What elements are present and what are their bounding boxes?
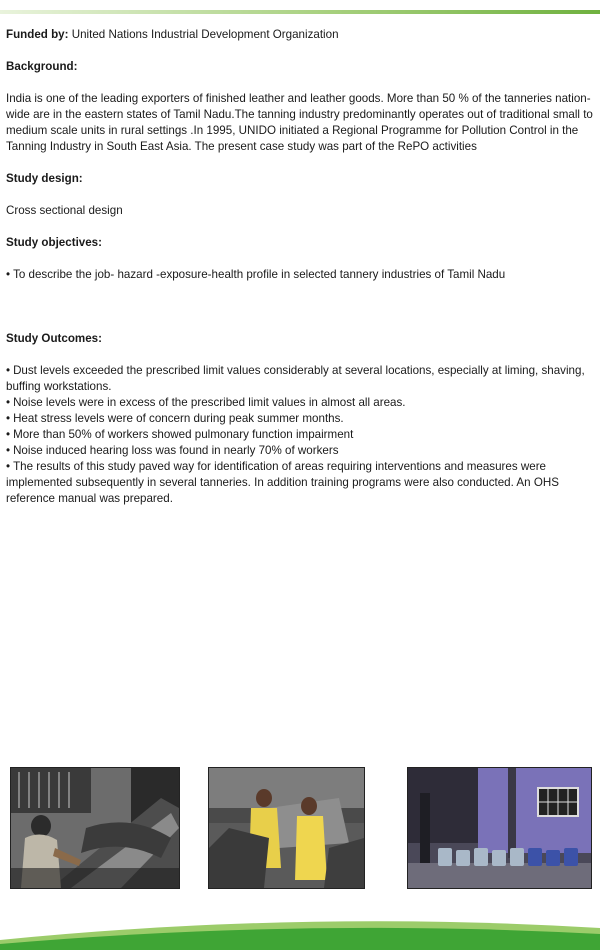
bullet-mark: • — [6, 412, 11, 425]
bullet-mark: • — [6, 428, 11, 441]
bullet-mark: • — [6, 460, 11, 473]
list-item — [6, 459, 594, 507]
outcomes-list — [6, 363, 594, 507]
tannery-workers-image — [209, 768, 364, 888]
study-design-heading: Study design: — [6, 172, 83, 185]
list-item — [6, 443, 594, 459]
funded-by-label: Funded by: — [6, 28, 69, 41]
background-text: India is one of the leading exporters of finished leather and leather goods. More than 50 % of the tanneries nation-wide are in the eastern states of Tamil Nadu.The tanning industry predominantly operates out of traditional small to medium scale units in rural settings .In 1995, UNIDO initiated a Regional Programme for Pollution Control in the Tanning Industry in South East Asia. The present case study was part of the RePO activities — [6, 92, 593, 153]
study-objectives-heading: Study objectives: — [6, 236, 102, 249]
tannery-interior-photo — [407, 767, 592, 889]
outcome-text: Noise levels were in excess of the prescribed limit values in almost all areas. — [13, 396, 406, 409]
background-heading: Background: — [6, 60, 78, 73]
outcome-text: Noise induced hearing loss was found in nearly 70% of workers — [13, 444, 339, 457]
bottom-green-band — [0, 910, 600, 950]
list-item — [6, 267, 594, 283]
tannery-machine-image — [11, 768, 179, 888]
list-item — [6, 411, 594, 427]
objectives-list — [6, 267, 594, 283]
tannery-interior-image — [408, 768, 591, 888]
funded-by-value: United Nations Industrial Development Organization — [71, 28, 339, 41]
outcome-text: Heat stress levels were of concern during peak summer months. — [13, 412, 344, 425]
funded-by-line — [6, 27, 594, 43]
bullet-mark: • — [6, 268, 11, 281]
bullet-mark: • — [6, 396, 11, 409]
outcome-text: More than 50% of workers showed pulmonary function impairment — [13, 428, 354, 441]
study-outcomes-heading: Study Outcomes: — [6, 332, 102, 345]
green-wave-decoration — [0, 910, 600, 950]
outcome-text: Dust levels exceeded the prescribed limit values considerably at several locations, especially at liming, shaving, buffing workstations. — [6, 364, 585, 393]
objective-text: To describe the job- hazard -exposure-health profile in selected tannery industries of Tamil Nadu — [13, 268, 506, 281]
tannery-machine-photo — [10, 767, 180, 889]
tannery-workers-photo — [208, 767, 365, 889]
bullet-mark: • — [6, 444, 11, 457]
top-green-rule — [0, 10, 600, 14]
list-item — [6, 427, 594, 443]
case-study-document — [6, 27, 594, 507]
outcome-text: The results of this study paved way for identification of areas requiring interventions and measures were implemented subsequently in several tanneries. In addition training programs were also conducted. An OHS reference manual was prepared. — [6, 460, 559, 505]
list-item — [6, 363, 594, 395]
list-item — [6, 395, 594, 411]
bullet-mark: • — [6, 364, 11, 377]
study-design-text: Cross sectional design — [6, 204, 123, 217]
